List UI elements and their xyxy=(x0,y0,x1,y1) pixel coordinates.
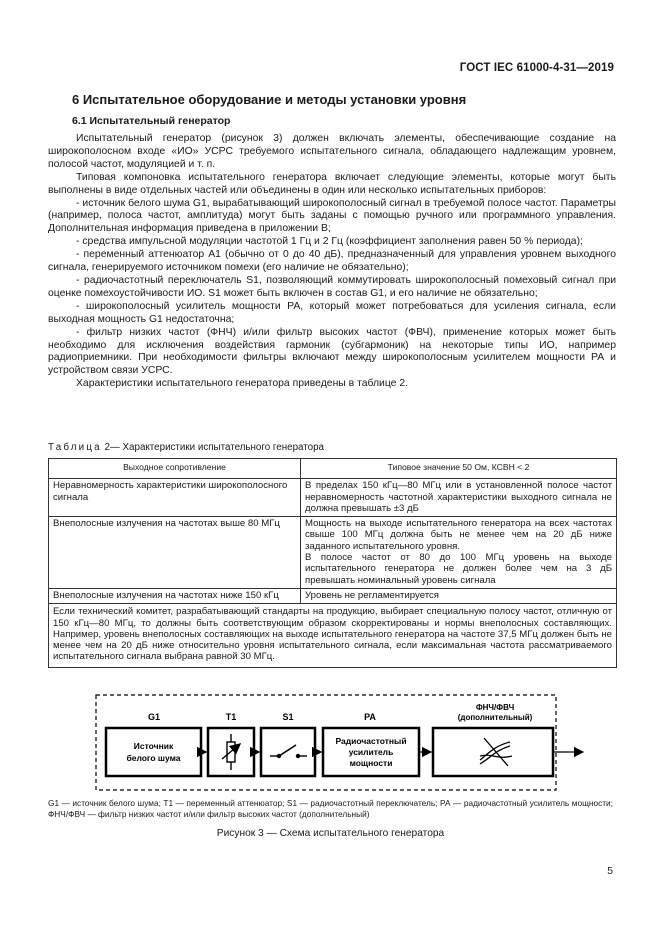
standard-header: ГОСТ IEC 61000-4-31—2019 xyxy=(459,62,614,74)
t1-label: T1 xyxy=(225,712,237,722)
table-cell: В пределах 150 кГц—80 МГц или в установленной полосе частот неравномерность частотной характеристики выходного сигнала не должна превышать ±3 дБ xyxy=(301,479,617,517)
list-item: - средства импульсной модуляции частотой 1 Гц и 2 Гц (коэффициент заполнения равен 50 % периода); xyxy=(76,236,583,248)
body-text xyxy=(48,133,616,391)
list-item: - источник белого шума G1, вырабатывающий широкополосный сигнал в требуемой полосе частот. Параметры (например, полоса частот, амплитуда) могут быть заданы с помощью ручного или программного управления. Дополнительная информация приведена в приложении В; xyxy=(48,197,616,235)
generator-diagram xyxy=(48,690,613,795)
pa-box-text: усилитель xyxy=(348,747,394,757)
table-row xyxy=(49,479,617,517)
g1-box xyxy=(106,728,201,776)
table-caption-prefix: Таблица xyxy=(48,442,102,453)
pa-box-text: мощности xyxy=(349,758,393,768)
pa-box-text: Радиочастотный xyxy=(335,736,407,746)
table-cell: Внеполосные излучения на частотах выше 80 МГц xyxy=(49,517,301,589)
table-header-cell: Выходное сопротивление xyxy=(49,459,301,479)
list-item: - широкополосный усилитель мощности РА, который может потребоваться для усиления сигнала, если выходная мощность G1 недостаточна; xyxy=(48,300,616,325)
table-caption xyxy=(48,442,324,453)
figure-legend: G1 — источник белого шума; Т1 — переменный аттенюатор; S1 — радиочастотный переключатель; РА — радиочастотный усилитель мощности; ФНЧ/ФВЧ — фильтр низких частот и/или фильтр высоких частот (дополнительный) xyxy=(48,798,613,819)
figure-caption: Рисунок 3 — Схема испытательного генератора xyxy=(216,828,445,839)
table-cell: Внеполосные излучения на частотах ниже 150 кГц xyxy=(49,588,301,603)
pa-label: PA xyxy=(364,712,376,722)
table-note: Если технический комитет, разрабатывающий стандарты на продукцию, выбирает специальную полосу частот, отличную от 150 кГц—80 МГц, то должны быть соответствующим образом скорректированы и нормы внеполосных составляющих. Например, уровень внеполосных составляющих на выходе испытательного генератора на частоте 37,5 МГц должен быть не менее чем на 20 дБ ниже относительно уровня испытательного сигнала, если максимальная частота рассматриваемого испытательного сигнала выбрана равной 30 МГц. xyxy=(49,604,617,667)
list-item: - переменный аттенюатор А1 (обычно от 0 до 40 дБ), предназначенный для управления уровнем выходного сигнала, генерируемого источником помехи (его наличие не обязательно); xyxy=(48,249,616,274)
list-item: - фильтр низких частот (ФНЧ) и/или фильтр высоких частот (ФВЧ), применение которых может быть необходимо для исключения воздействия гармоник (субгармоник) на некоторые типы ИО, например радиоприемники. При необходимости фильтры включают между широкополосным усилителем мощности РА и устройством связи УСРС. xyxy=(48,326,616,377)
table-cell: Неравномерность характеристики широкополосного сигнала xyxy=(49,479,301,517)
table-header-cell: Типовое значение 50 Ом, КСВН < 2 xyxy=(301,459,617,479)
g1-box-text: белого шума xyxy=(126,753,181,763)
s1-box xyxy=(261,728,315,776)
paragraph: Испытательный генератор (рисунок 3) должен включать элементы, обеспечивающие создание на широкополосном входе «ИО» УСРС требуемого испытательного сигнала, обладающего надлежащим уровнем, полосой частот, модуляцией и т. п. xyxy=(48,133,616,170)
paragraph: Характеристики испытательного генератора приведены в таблице 2. xyxy=(76,378,409,390)
filter-label: ФНЧ/ФВЧ xyxy=(475,703,515,712)
filter-label-optional: (дополнительный) xyxy=(457,713,533,722)
table-row xyxy=(49,517,617,589)
page-number: 5 xyxy=(607,866,613,877)
g1-label: G1 xyxy=(147,712,161,722)
characteristics-table xyxy=(48,458,617,668)
table-cell: Уровень не регламентируется xyxy=(301,588,617,603)
section-title: 6 Испытательное оборудование и методы установки уровня xyxy=(72,92,467,107)
subsection-title: 6.1 Испытательный генератор xyxy=(72,115,231,127)
g1-box-text: Источник xyxy=(133,741,174,751)
paragraph: Типовая компоновка испытательного генератора включает следующие элементы, которые могут быть выполнены в виде отдельных частей или объединены в один или несколько испытательных приборов: xyxy=(48,171,616,196)
table-note-row xyxy=(49,604,617,667)
table-header-row xyxy=(49,459,617,479)
list-item: - радиочастотный переключатель S1, позволяющий коммутировать широкополосный помеховый сигнал при оценке помехоустойчивости ИО. S1 может быть включен в состав G1, и его наличие не обязательно; xyxy=(48,274,616,299)
filter-box xyxy=(433,728,553,776)
s1-label: S1 xyxy=(282,712,294,722)
table-cell: Мощность на выходе испытательного генератора на всех частотах свыше 100 МГц должна быть не менее чем на 20 дБ ниже заданного испытательного уровня. В полосе частот от 80 до 100 МГц уровень на выходе испытательного генератора не должен более чем на 3 дБ превышать номинальный уровень сигнала xyxy=(301,517,617,589)
table-caption-text: 2— Характеристики испытательного генератора xyxy=(104,442,324,453)
table-row xyxy=(49,588,617,603)
